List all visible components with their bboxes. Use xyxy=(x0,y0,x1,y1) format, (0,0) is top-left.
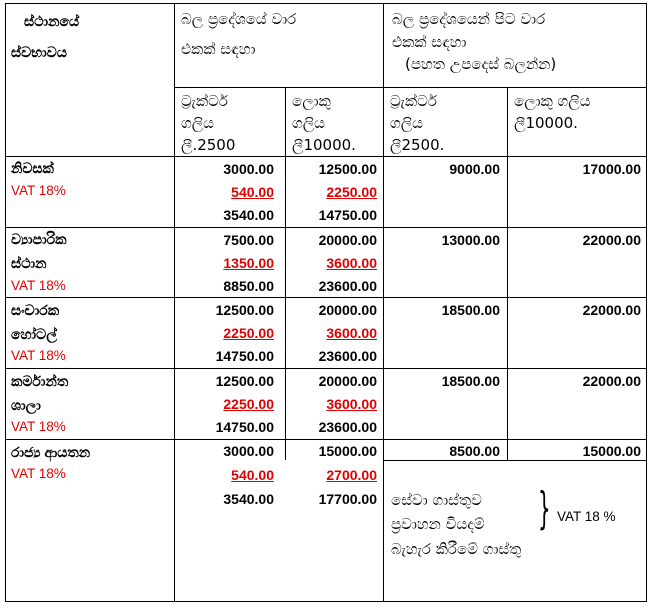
note-transport-cost: ප්‍රවාහන වියදම් xyxy=(391,515,485,533)
amount-total: 17700.00 xyxy=(318,491,377,507)
amount-vat: 540.00 xyxy=(231,467,274,483)
grid-line xyxy=(5,368,647,369)
amount-outside-big: 17000.00 xyxy=(582,161,641,177)
grid-line xyxy=(507,87,508,460)
amount-outside-tractor: 13000.00 xyxy=(441,232,500,248)
amount-base: 12500.00 xyxy=(215,302,274,318)
note-vat: VAT 18 % xyxy=(557,509,616,524)
amount-total: 3540.00 xyxy=(223,207,274,223)
amount-outside-big: 22000.00 xyxy=(582,232,641,248)
row-name: කර්මාන්ත xyxy=(11,373,69,389)
row-name-line2: හෝටල් xyxy=(11,326,57,342)
header-outside-area-line2: එකක් සඳහා xyxy=(392,33,467,51)
header-place-type-line1: ස්ථානයේ xyxy=(24,13,80,29)
header-outside-area-line1: බල ප්‍රදේශයෙන් පිට වාර xyxy=(392,10,546,28)
header-big-outside-l1: ලොකු ගලිය xyxy=(514,92,591,110)
amount-total: 14750.00 xyxy=(215,419,274,435)
amount-base: 12500.00 xyxy=(215,373,274,389)
header-big-inside-l3: ලී10000. xyxy=(292,136,356,154)
header-tractor-inside-l3: ලී.2500 xyxy=(181,136,236,154)
header-tractor-outside-l2: ගලිය xyxy=(390,114,423,132)
amount-outside-big: 15000.00 xyxy=(582,443,641,459)
header-big-inside-l2: ගලිය xyxy=(292,114,325,132)
amount-outside-tractor: 8500.00 xyxy=(449,443,500,459)
row-name-line2: ශාලා xyxy=(11,397,41,413)
brace-icon: } xyxy=(538,483,551,534)
vat-label: VAT 18% xyxy=(11,183,66,198)
amount-base: 20000.00 xyxy=(318,373,377,389)
amount-outside-tractor: 9000.00 xyxy=(449,161,500,177)
header-place-type-line2: ස්වභාවය xyxy=(11,44,67,60)
amount-outside-big: 22000.00 xyxy=(582,302,641,318)
header-tractor-inside-l1: ට්‍රැක්ටර් xyxy=(181,92,228,110)
amount-vat: 1350.00 xyxy=(223,255,274,271)
header-inside-area-line1: බල ප්‍රදේශයේ වාර xyxy=(181,10,297,28)
amount-vat: 2250.00 xyxy=(326,184,377,200)
grid-line xyxy=(5,297,647,298)
grid-line xyxy=(646,3,647,602)
amount-base: 15000.00 xyxy=(318,443,377,459)
header-big-outside-l2: ලී10000. xyxy=(514,114,578,132)
amount-total: 23600.00 xyxy=(318,348,377,364)
grid-line xyxy=(5,601,647,602)
amount-vat: 3600.00 xyxy=(326,255,377,271)
row-name: ව්‍යාපාරික xyxy=(11,231,67,247)
amount-base: 20000.00 xyxy=(318,232,377,248)
amount-base: 7500.00 xyxy=(223,232,274,248)
grid-line xyxy=(285,87,286,460)
row-name: රාජ්‍ය ආයතන xyxy=(11,444,91,460)
grid-line xyxy=(5,227,647,228)
amount-outside-tractor: 18500.00 xyxy=(441,373,500,389)
vat-label: VAT 18% xyxy=(11,278,66,293)
amount-outside-big: 22000.00 xyxy=(582,373,641,389)
amount-total: 23600.00 xyxy=(318,419,377,435)
amount-total: 8850.00 xyxy=(223,278,274,294)
amount-vat: 2250.00 xyxy=(223,396,274,412)
amount-base: 20000.00 xyxy=(318,302,377,318)
amount-vat: 2250.00 xyxy=(223,325,274,341)
header-tractor-outside-l3: ලී2500. xyxy=(390,136,445,154)
vat-label: VAT 18% xyxy=(11,466,66,481)
amount-base: 12500.00 xyxy=(318,161,377,177)
amount-vat: 3600.00 xyxy=(326,325,377,341)
vat-label: VAT 18% xyxy=(11,419,66,434)
grid-line xyxy=(5,3,6,602)
amount-vat: 3600.00 xyxy=(326,396,377,412)
header-big-inside-l1: ලොකු xyxy=(292,92,331,110)
amount-vat: 540.00 xyxy=(231,184,274,200)
row-name: නිවසක් xyxy=(11,160,54,176)
row-name-line2: ස්ථාන xyxy=(11,255,47,271)
header-tractor-inside-l2: ගලිය xyxy=(181,114,214,132)
note-service-fee: සේවා ගාස්තුව xyxy=(391,491,482,509)
amount-total: 14750.00 xyxy=(318,207,377,223)
amount-base: 3000.00 xyxy=(223,161,274,177)
header-outside-area-line3: (පහත උපදෙස් බලන්න) xyxy=(405,55,557,73)
amount-vat: 2700.00 xyxy=(326,467,377,483)
header-tractor-outside-l1: ට්‍රැක්ටර් xyxy=(390,92,437,110)
amount-base: 3000.00 xyxy=(223,443,274,459)
row-name: සංචාරක xyxy=(11,302,60,318)
amount-total: 3540.00 xyxy=(223,491,274,507)
amount-outside-tractor: 18500.00 xyxy=(441,302,500,318)
vat-label: VAT 18% xyxy=(11,348,66,363)
grid-line xyxy=(383,3,384,602)
note-disposal-fee: බැහැර කිරීමේ ගාස්තු xyxy=(391,540,522,558)
amount-total: 23600.00 xyxy=(318,278,377,294)
header-inside-area-line2: එකක් සඳහා xyxy=(181,40,256,58)
amount-total: 14750.00 xyxy=(215,348,274,364)
grid-line xyxy=(5,3,647,4)
